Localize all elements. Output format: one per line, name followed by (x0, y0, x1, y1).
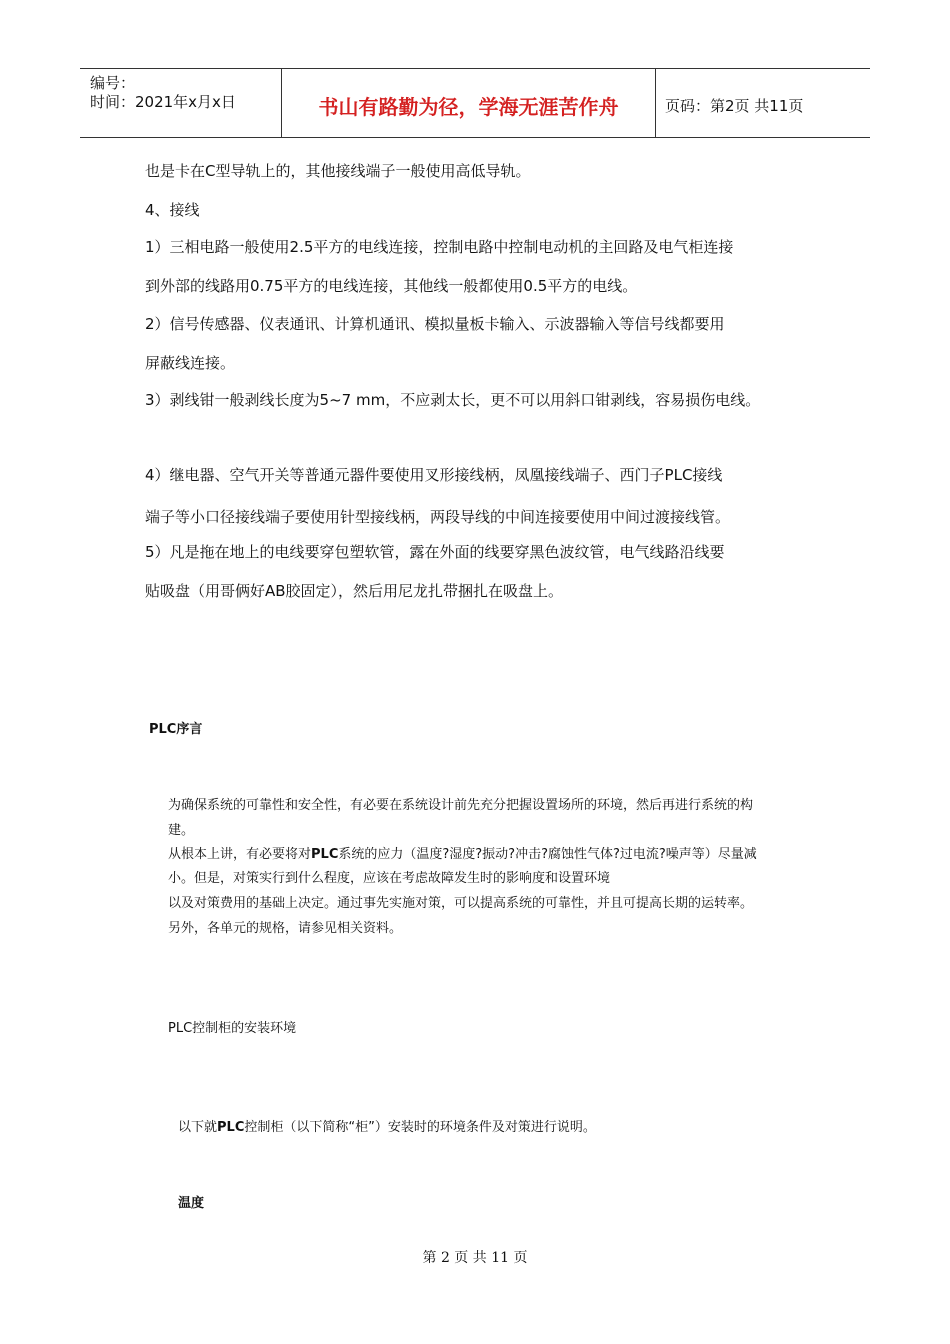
body-line: 2）信号传感器、仪表通讯、计算机通讯、模拟量板卡输入、示波器输入等信号线都要用 (145, 315, 725, 333)
header-meta-cell (80, 69, 281, 137)
document-number-label: 编号： (90, 74, 136, 92)
body-line: 到外部的线路用0.75平方的电线连接，其他线一般都使用0.5平方的电线。 (145, 277, 638, 295)
plc-preface-title: PLC序言 (149, 722, 203, 737)
document-time-label: 时间：2021年x月x日 (90, 93, 236, 111)
body-line: 屏蔽线连接。 (145, 354, 236, 372)
cabinet-intro-before: 以下就 (178, 1120, 218, 1135)
cabinet-intro-after: 控制柜（以下简称“柜”）安装时的环境条件及对策进行说明。 (244, 1120, 596, 1135)
header-page-info: 页码：第2页 共11页 (665, 97, 804, 115)
preface-stress-plc: PLC (311, 847, 339, 862)
body-line: 3）剥线钳一般剥线长度为5~7 mm，不应剥太长，更不可以用斜口钳剥线，容易损伤电线。 (145, 391, 761, 409)
header-motto-cell (281, 69, 656, 137)
header-motto: 书山有路勤为径，学海无涯苦作舟 (318, 95, 619, 119)
preface-line: 小。但是，对策实行到什么程度，应该在考虑故障发生时的影响度和设置环境 (168, 871, 611, 886)
temperature-title: 温度 (178, 1196, 205, 1211)
cabinet-environment-title: PLC控制柜的安装环境 (168, 1021, 297, 1036)
preface-stress-before: 从根本上讲，有必要将对 (168, 847, 312, 862)
cabinet-intro-plc: PLC (217, 1120, 245, 1135)
body-line: 4）继电器、空气开关等普通元器件要使用叉形接线柄，凤凰接线端子、西门子PLC接线 (145, 466, 723, 484)
body-line: 1）三相电路一般使用2.5平方的电线连接，控制电路中控制电动机的主回路及电气柜连接 (145, 238, 734, 256)
document-header (80, 68, 870, 138)
cabinet-intro (178, 1116, 596, 1135)
section-heading-wiring: 4、接线 (145, 201, 200, 219)
preface-stress-after: 系统的应力（温度?湿度?振动?冲击?腐蚀性气体?过电流?噪声等）尽量减 (338, 847, 757, 862)
preface-line: 以及对策费用的基础上决定。通过事先实施对策，可以提高系统的可靠性，并且可提高长期的运转率。 (168, 896, 754, 911)
preface-line: 为确保系统的可靠性和安全性，有必要在系统设计前先充分把握设置场所的环境，然后再进行系统的构 (168, 798, 754, 813)
header-page-cell (655, 69, 870, 137)
body-line: 5）凡是拖在地上的电线要穿包塑软管，露在外面的线要穿黑色波纹管，电气线路沿线要 (145, 543, 725, 561)
body-line: 也是卡在C型导轨上的，其他接线端子一般使用高低导轨。 (145, 162, 531, 180)
body-line: 贴吸盘（用哥俩好AB胶固定），然后用尼龙扎带捆扎在吸盘上。 (145, 582, 564, 600)
preface-line: 建。 (168, 823, 195, 838)
body-line: 端子等小口径接线端子要使用针型接线柄，两段导线的中间连接要使用中间过渡接线管。 (145, 508, 731, 526)
preface-line: 另外，各单元的规格，请参见相关资料。 (168, 921, 403, 936)
preface-line (168, 843, 757, 862)
page-footer: 第 2 页 共 11 页 (422, 1250, 528, 1266)
